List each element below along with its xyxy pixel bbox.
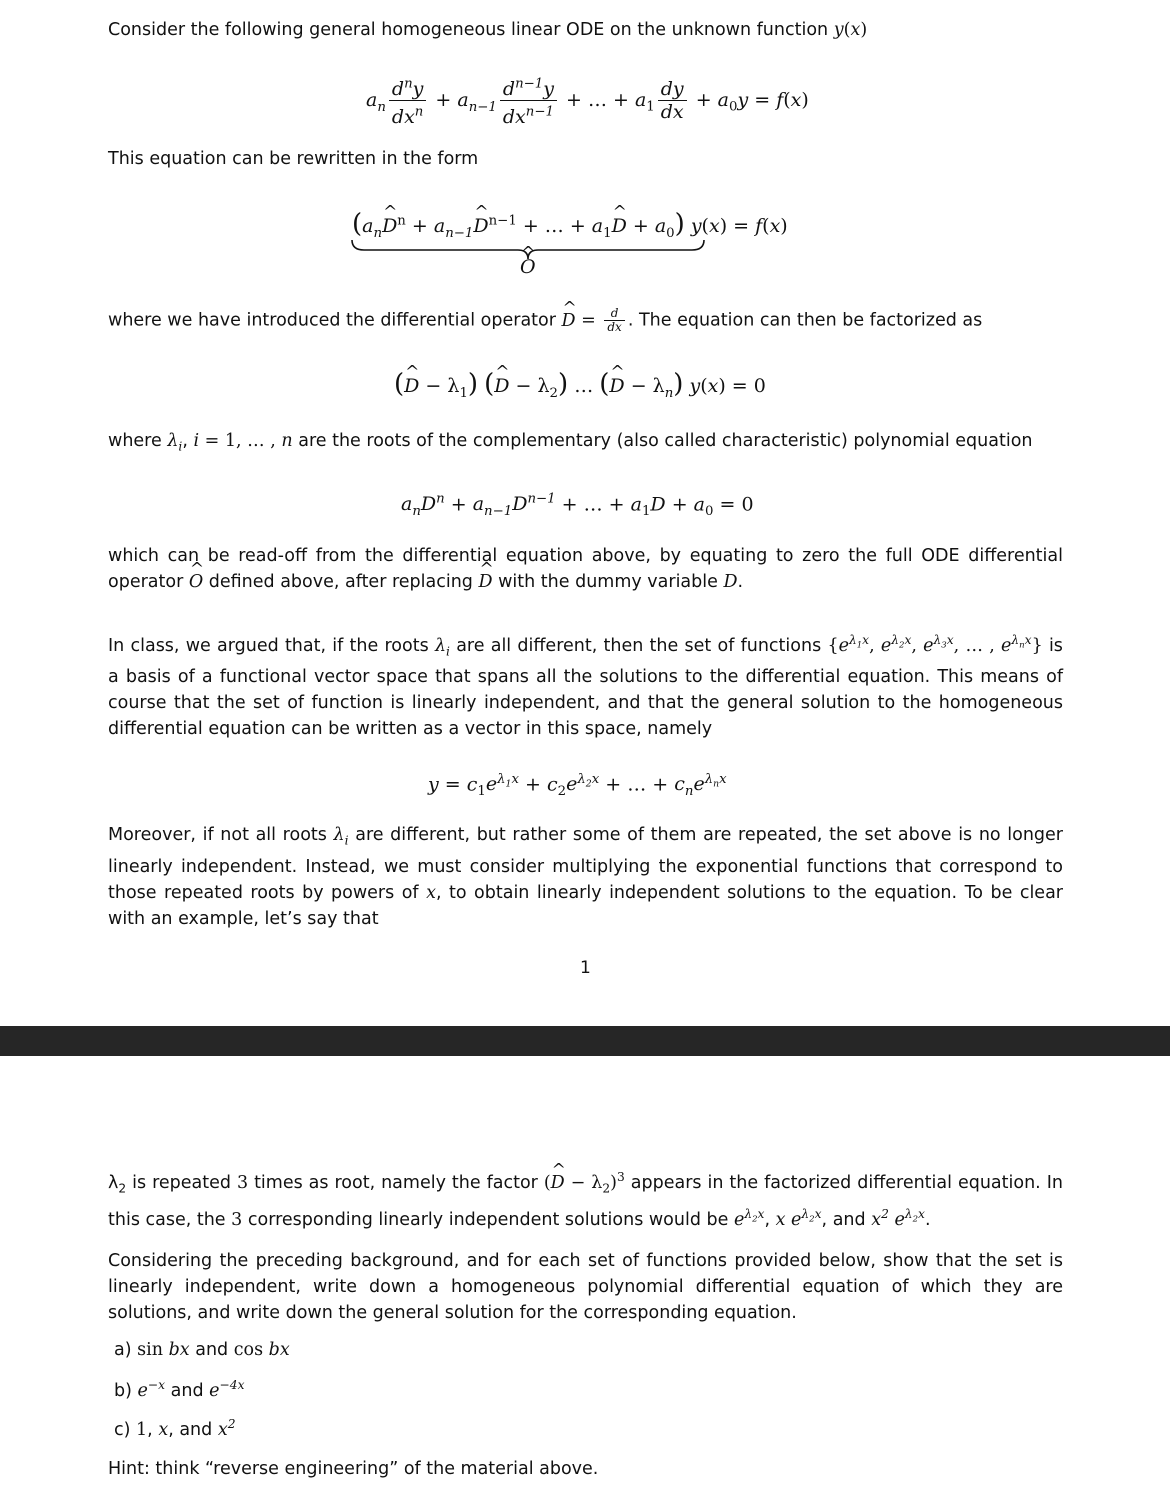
document-page-2 (0, 1056, 1170, 1504)
ode-equation: $a_n$ $\frac{d^ny}{dx^n}$ + $a_{n-1}$ $\frac{d^{n-1}y}{dx^{n-1}}$ + … + $a_1$ $\frac{dy}{dx}$ + $a_0y = f(x)$ (366, 74, 809, 128)
roots-paragraph: where $\lambda_i$, i = 1, … , n are the roots of the complementary (also called characteristic) polynomial equation (108, 431, 1033, 454)
intro-paragraph: Consider the following general homogeneous linear ODE on the unknown function y(x) (108, 20, 868, 40)
repeat-paragraph: $\lambda_2$ is repeated 3 times as root, namely the factor (^ $D - \lambda_2)^3$ appears in the factorized differential equation. In this case, the 3 corresponding linearly independent solutions would be $e^{\lambda_2x}$, x $e^{\lambda_2x}$, and $x^2$ $e^{\lambda_2x}$. (108, 1164, 1063, 1233)
page-divider (0, 1026, 1170, 1056)
characteristic-equation: $a_nD^n + a_{n-1}D^{n-1}$ + … + $a_1D + a_0 = 0$ (401, 492, 754, 520)
general-solution-equation: $y = c_1e^{\lambda_1x} + c_2e^{\lambda_2x}$ + … + $c_ne^{\lambda_nx}$ (428, 772, 727, 800)
factorized-equation: (^ $D - \lambda_1$) (^ $D - \lambda_2$) … (^ $D - \lambda_n$) y(x) = 0 (394, 369, 766, 401)
readoff-paragraph: which can be read-off from the differential equation above, by equating to zero the full ODE differential operator ^ O defined above, after replacing ^ D with the dummy variable D. (108, 543, 1063, 595)
operator-equation: ($a_n\^{}$ $D^n$ + $a_{n-1}\^{}$ $D^{n-1}$ + … + $a_1\^{}$ $D + a_0$) y(x) = f(x) (352, 209, 788, 241)
list-item-c: c) 1, x, and $x^2$ (114, 1417, 236, 1440)
list-item-b: b) $e^{-x}$ and $e^{-4x}$ (114, 1378, 245, 1401)
list-item-a: a) sin bx and cos bx (114, 1340, 290, 1360)
considering-paragraph: Considering the preceding background, and for each set of functions provided below, show that the set is linearly independent, write down a homogeneous polynomial differential equation of which they are solutions, and write down the general solution for the corresponding equation. (108, 1251, 1063, 1323)
hint-paragraph: Hint: think “reverse engineering” of the material above. (108, 1459, 599, 1479)
operator-symbol-o: ^ O (520, 256, 536, 278)
page-number: 1 (580, 958, 591, 978)
rewritten-paragraph: This equation can be rewritten in the form (108, 149, 479, 169)
moreover-paragraph: Moreover, if not all roots $\lambda_i$ are different, but rather some of them are repeated, the set above is no longer linearly independent. Instead, we must consider multiplying the exponential functions that correspond to those repeated roots by powers of x, to obtain linearly independent solutions to the equation. To be clear with an example, let’s say that (108, 825, 1063, 929)
class-paragraph: In class, we argued that, if the roots $\lambda_i$ are all different, then the set of functions {$e^{\lambda_1x}$, $e^{\lambda_2x}$, $e^{\lambda_3x}$, … , $e^{\lambda_nx}$} is a basis of a functional vector space that spans all the solutions to the differential equation. This means of course that the set of function is linearly independent, and that the general solution to the homogeneous differential equation can be written as a vector in this space, namely (108, 633, 1063, 740)
operator-intro-paragraph: where we have introduced the differential operator ^ D = $\frac{d}{dx}$ . The equation can then be factorized as (108, 307, 1063, 334)
